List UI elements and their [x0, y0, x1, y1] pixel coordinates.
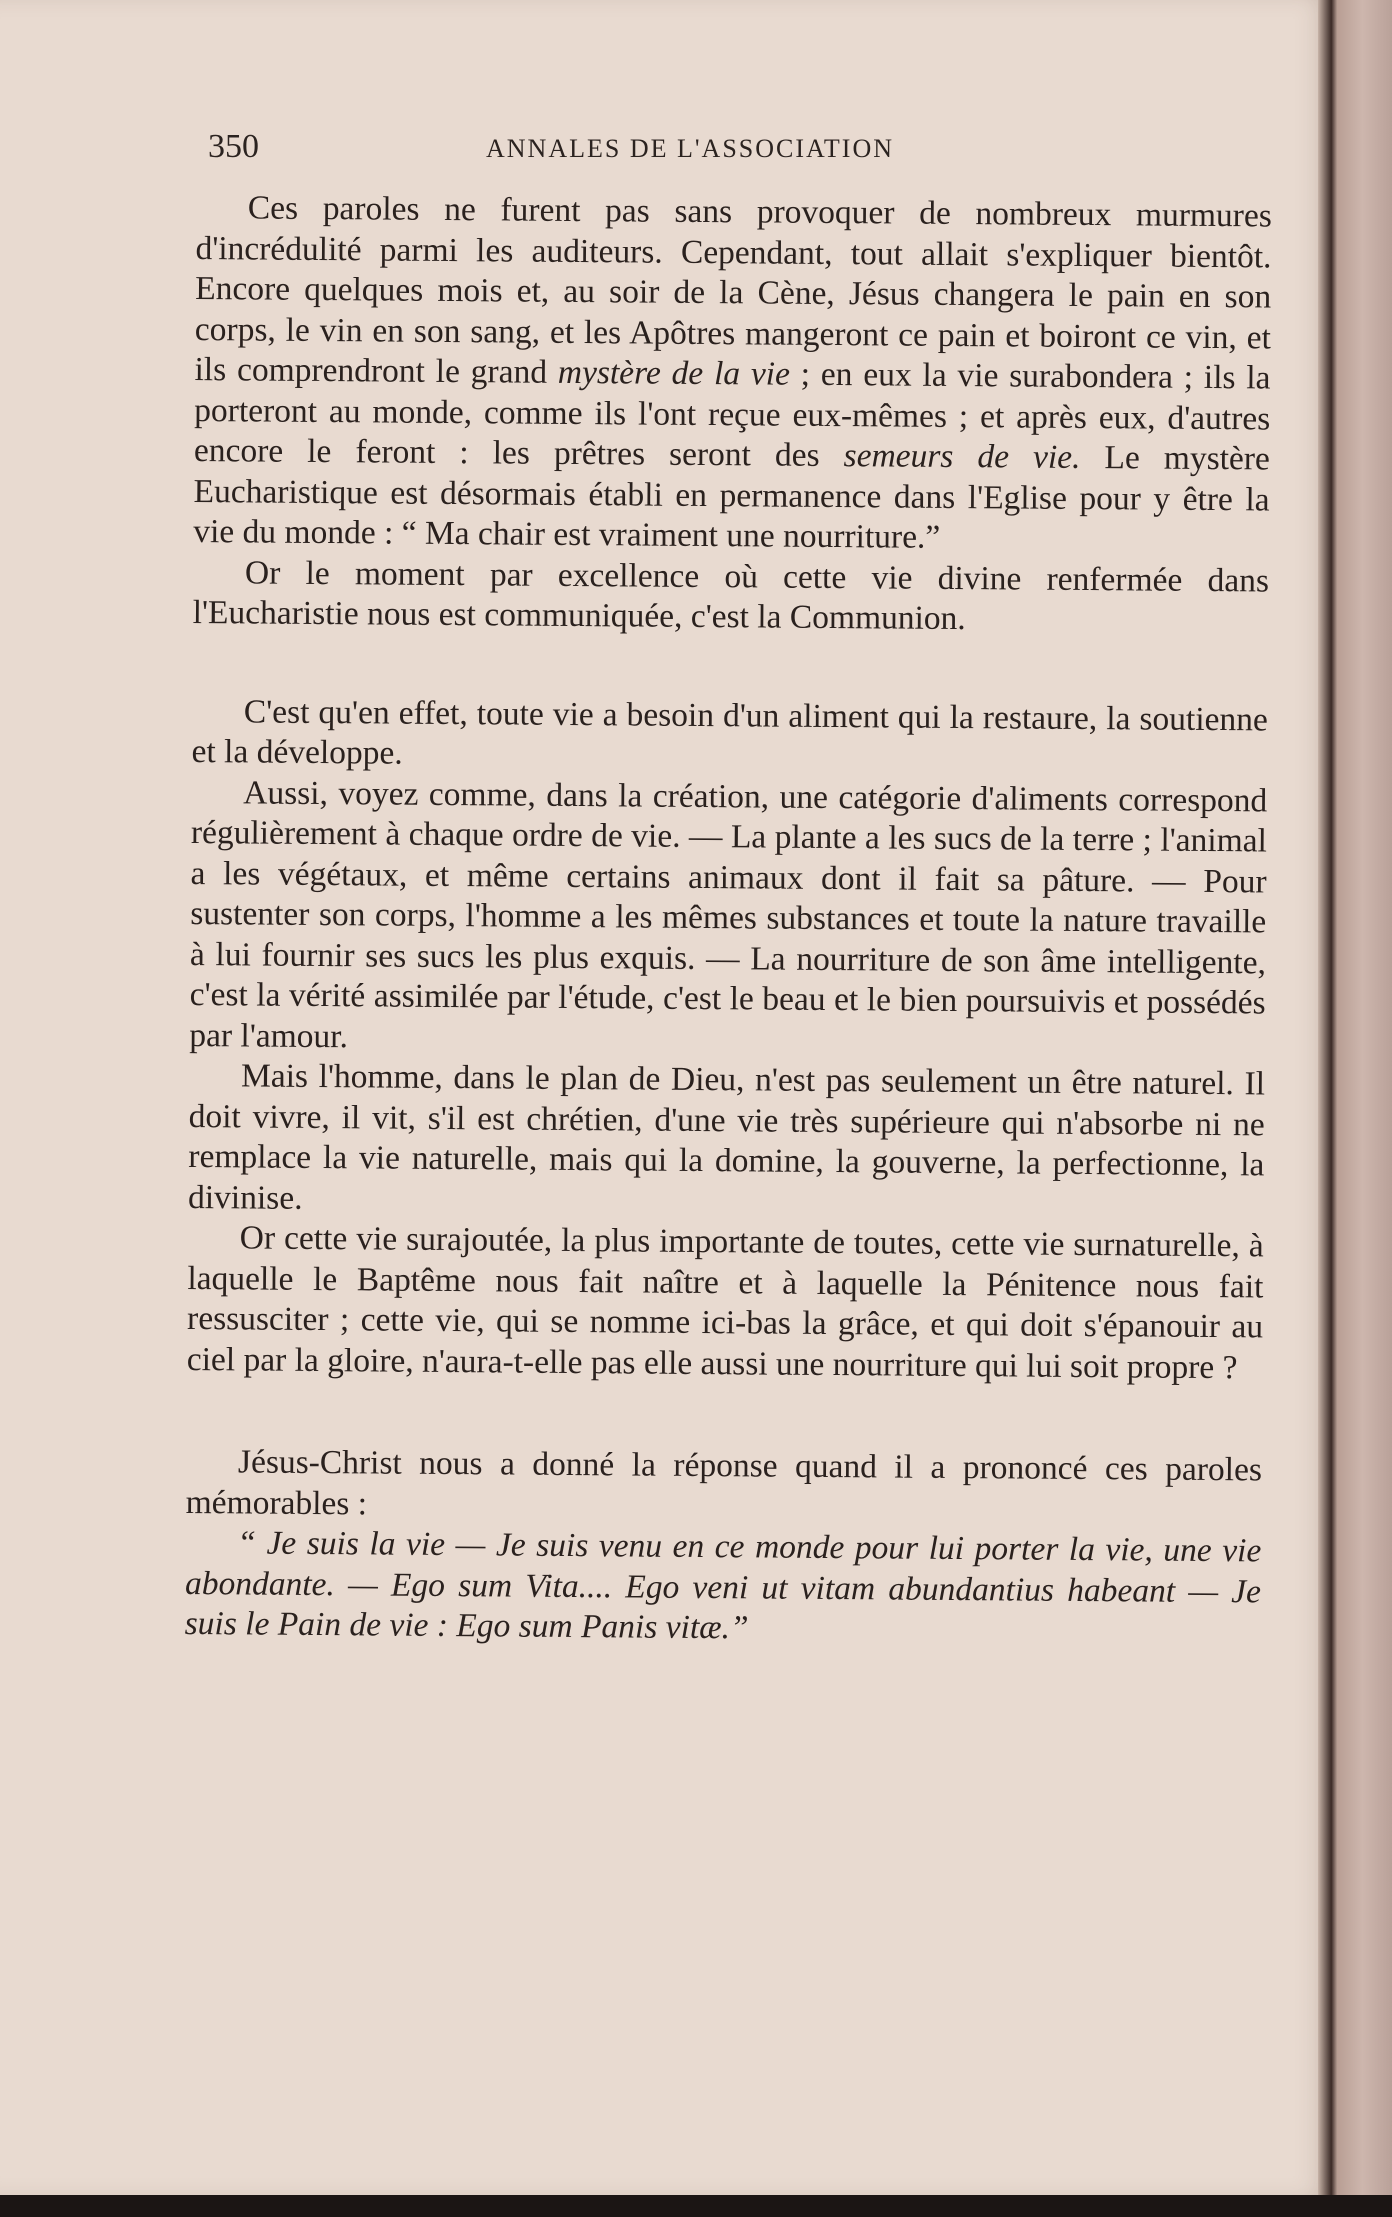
paragraph-1-italic-2: semeurs de vie.: [843, 437, 1081, 476]
running-title: ANNALES DE L'ASSOCIATION: [486, 134, 895, 163]
paragraph-1-part-1: Ces paroles ne furent pas sans provoquer de nombreux murmures d'incrédulité parmi les auditeurs. Cependant, tout allait s'expliquer bientôt. Encore quelques mois et, au soir de la Cène, Jésus changera le pain en son corps, le vin en son sang, et les Apôtres mangeront ce pain et boiront ce vin, et ils comprendront le grand: [194, 189, 1272, 391]
paragraph-1: [193, 188, 1272, 561]
paragraph-3: C'est qu'en effet, toute vie a besoin d'un aliment qui la restaure, la soutienne et la développe.: [191, 692, 1269, 772]
paragraph-4: Aussi, voyez comme, dans la création, une catégorie d'aliments correspond régulièrement à chaque ordre de vie. — La plante a les sucs de la terre ; l'animal a les végétaux, et même certains animaux dont il fait sa pâture. — Pour sustenter son corps, l'homme a les mêmes substances et toute la nature travaille à lui fournir ses sucs les plus exquis. — La nourriture de son âme intelligente, c'est la vérité assimilée par l'étude, c'est le beau et le bien poursuivis et possédés par l'amour.: [189, 773, 1268, 1055]
paragraph-1-part-3: Le mystère Eucharistique est désormais établi en permanence dans l'Eglise pour y être la vie du monde : “ Ma chair est vraiment une nourriture.”: [193, 438, 1271, 556]
section-gap: [186, 1380, 1262, 1450]
body-text: [185, 188, 1272, 1653]
page-bottom-edge: [0, 2195, 1392, 2217]
paragraph-2: Or le moment par excellence où cette vie divine renfermée dans l'Eucharistie nous est communiquée, c'est la Communion.: [192, 553, 1270, 638]
section-gap: [192, 633, 1268, 699]
paragraph-1-italic-1: mystère de la vie: [557, 353, 791, 393]
paragraph-7: Jésus-Christ nous a donné la réponse quand il a prononcé ces paroles mémorables :: [185, 1443, 1263, 1522]
book-gutter: [1318, 0, 1392, 2195]
paragraph-1-part-2: ; en eux la vie surabondera ; ils la porteront au monde, comme ils l'ont reçue eux-mêmes ; et après eux, d'autres encore le feront : les prêtres seront des: [193, 355, 1271, 475]
paragraph-5: Mais l'homme, dans le plan de Dieu, n'est pas seulement un être naturel. Il doit vivre, il vit, s'il est chrétien, d'une vie très supérieure qui n'absorbe ni ne remplace la vie naturelle, mais qui la domine, la gouverne, la perfectionne, la divinise.: [187, 1057, 1266, 1217]
paragraph-6: Or cette vie surajoutée, la plus importante de toutes, cette vie surnaturelle, à laquelle le Baptême nous fait naître et à laquelle la Pénitence nous fait ressusciter ; cette vie, qui se nomme ici-bas la grâce, et qui doit s'épanouir au ciel par la gloire, n'aura-t-elle pas elle aussi une nourriture qui lui soit propre ?: [186, 1219, 1264, 1386]
paragraph-8-quotation: “ Je suis la vie — Je suis venu en ce monde pour lui porter la vie, une vie abondante. — Ego sum Vita.... Ego veni ut vitam abundantius habeant — Je suis le Pain de vie : Ego sum Panis vitæ.”: [184, 1524, 1262, 1647]
page-header: [208, 128, 1028, 168]
page-number: 350: [208, 128, 259, 165]
